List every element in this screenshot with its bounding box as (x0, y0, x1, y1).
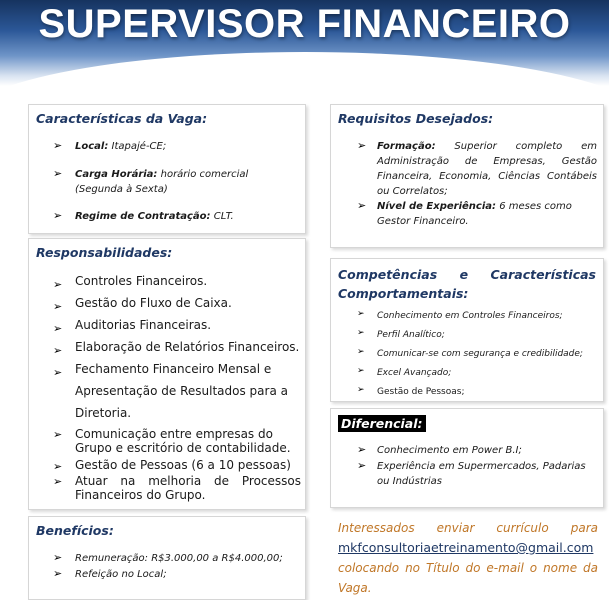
caracteristicas-box (28, 104, 306, 234)
arrow-bullet-icon: ➢ (53, 209, 63, 222)
list-item: ➢ Gestão de Pessoas (6 a 10 pessoas) (53, 458, 291, 473)
list-item: ➢ Nível de Experiência: 6 meses como Gestor Financeiro. (357, 199, 572, 227)
arrow-bullet-icon: ➢ (357, 199, 367, 212)
arrow-bullet-icon: ➢ (53, 322, 63, 335)
arrow-bullet-icon: ➢ (53, 139, 63, 152)
page-title: SUPERVISOR FINANCEIRO (38, 2, 571, 46)
caracteristicas-list (53, 139, 298, 229)
caracteristicas-title: Características da Vaga: (36, 111, 208, 126)
arrow-bullet-icon: ➢ (53, 460, 63, 473)
arrow-bullet-icon: ➢ (53, 475, 63, 488)
diferencial-list (357, 443, 597, 489)
arrow-bullet-icon: ➢ (53, 300, 63, 313)
arrow-bullet-icon: ➢ (53, 551, 63, 564)
arrow-bullet-icon: ➢ (357, 328, 365, 338)
competencias-title: Competências e Características Comportamentais: (338, 267, 596, 301)
beneficios-list (53, 551, 301, 583)
arrow-bullet-icon: ➢ (357, 459, 367, 472)
arrow-bullet-icon: ➢ (53, 344, 63, 357)
list-item: ➢ Carga Horária: horário comercial (Segunda à Sexta) (53, 167, 249, 195)
beneficios-title: Benefícios: (36, 523, 114, 538)
responsabilidades-box (28, 238, 306, 510)
list-item: ➢ Remuneração: R$3.000,00 a R$4.000,00; (53, 551, 283, 564)
diferencial-box (330, 408, 604, 508)
list-item: ➢ Controles Financeiros. (53, 270, 301, 292)
requisitos-box (330, 104, 604, 248)
list-item: ➢ Conhecimento em Power B.I; (357, 443, 522, 456)
list-item: ➢ Experiência em Supermercados, Padarias ou Indústrias (357, 459, 586, 487)
list-item: ➢ Excel Avançado; (357, 366, 452, 378)
arrow-bullet-icon: ➢ (357, 309, 365, 319)
list-item: ➢ Formação: Superior completo em Administração de Empresas, Gestão Financeira, Economia, Ciências Contábeis ou Correlatos; (357, 139, 597, 197)
list-item: ➢ Atuar na melhoria de Processos Financeiros do Grupo. (53, 474, 301, 502)
list-item: ➢ Local: Itapajé-CE; (53, 139, 167, 152)
list-item: ➢ Conhecimento em Controles Financeiros; (357, 309, 563, 321)
competencias-box (330, 258, 604, 402)
list-item: ➢ Gestão de Pessoas; (357, 385, 465, 397)
arrow-bullet-icon: ➢ (357, 347, 365, 357)
list-item: ➢ Fechamento Financeiro Mensal e Apresentação de Resultados para a Diretoria. (53, 362, 288, 420)
list-item: ➢ Refeição no Local; (53, 567, 167, 580)
competencias-list (357, 309, 601, 404)
beneficios-box (28, 516, 306, 600)
arrow-bullet-icon: ➢ (357, 139, 367, 152)
arrow-bullet-icon: ➢ (357, 385, 365, 395)
list-item: ➢ Gestão do Fluxo de Caixa. (53, 292, 301, 314)
arrow-bullet-icon: ➢ (357, 443, 367, 456)
list-item: ➢ Perfil Analítico; (357, 328, 445, 340)
arrow-bullet-icon: ➢ (53, 567, 63, 580)
contact-text (338, 518, 598, 598)
responsabilidades-list (53, 270, 301, 502)
list-item: ➢ Elaboração de Relatórios Financeiros. (53, 336, 301, 358)
arrow-bullet-icon: ➢ (53, 428, 63, 441)
contact-line-3: colocando no Título do e-mail o nome da Vaga. (338, 561, 598, 595)
contact-email-link[interactable]: mkfconsultoriaetreinamento@gmail.com (338, 540, 594, 555)
arrow-bullet-icon: ➢ (53, 366, 63, 379)
list-item: ➢ Comunicação entre empresas do Grupo e escritório de contabilidade. (53, 427, 291, 455)
contact-line-1: Interessados enviar currículo para (338, 521, 598, 535)
requisitos-list (357, 139, 597, 229)
requisitos-title: Requisitos Desejados: (338, 111, 494, 126)
list-item: ➢ Auditorias Financeiras. (53, 314, 301, 336)
arrow-bullet-icon: ➢ (357, 366, 365, 376)
arrow-bullet-icon: ➢ (53, 167, 63, 180)
diferencial-title: Diferencial: (338, 415, 426, 432)
list-item: ➢ Regime de Contratação: CLT. (53, 209, 234, 222)
list-item: ➢ Comunicar-se com segurança e credibilidade; (357, 347, 583, 359)
arrow-bullet-icon: ➢ (53, 278, 63, 291)
responsabilidades-title: Responsabilidades: (36, 245, 173, 260)
